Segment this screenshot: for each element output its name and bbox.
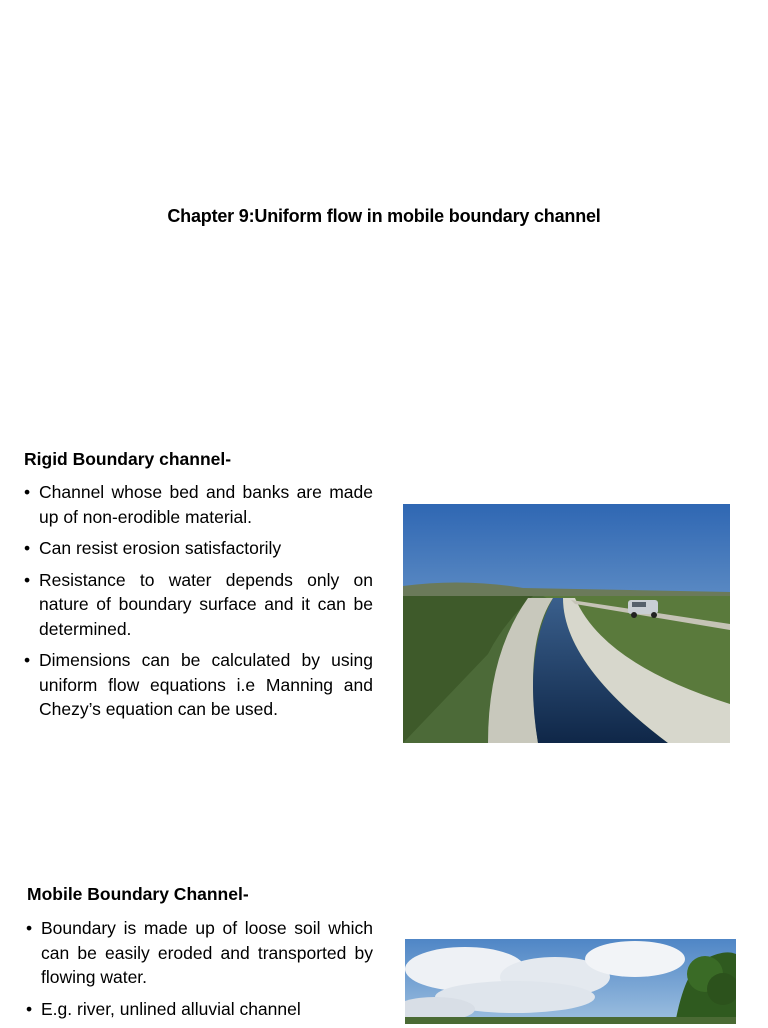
list-item: • Can resist erosion satisfactorily (24, 536, 373, 561)
river-photo (405, 939, 736, 1024)
concrete-canal-photo (403, 504, 730, 743)
page-title: Chapter 9:Uniform flow in mobile boundary channel (167, 206, 601, 226)
rigid-bullet-list (24, 480, 373, 729)
list-item: • Dimensions can be calculated by using uniform flow equations i.e Manning and Chezy’s equation can be used. (24, 648, 373, 722)
rigid-section-heading: Rigid Boundary channel- (24, 449, 232, 469)
list-item: • Channel whose bed and banks are made up of non-erodible material. (24, 480, 373, 529)
mobile-section-heading: Mobile Boundary Channel- (27, 884, 249, 904)
list-item: • Resistance to water depends only on nature of boundary surface and it can be determined. (24, 568, 373, 642)
mobile-bullet-list (26, 916, 373, 1028)
list-item: • Boundary is made up of loose soil which can be easily eroded and transported by flowing water. (26, 916, 373, 990)
list-item: • E.g. river, unlined alluvial channel (26, 997, 373, 1022)
